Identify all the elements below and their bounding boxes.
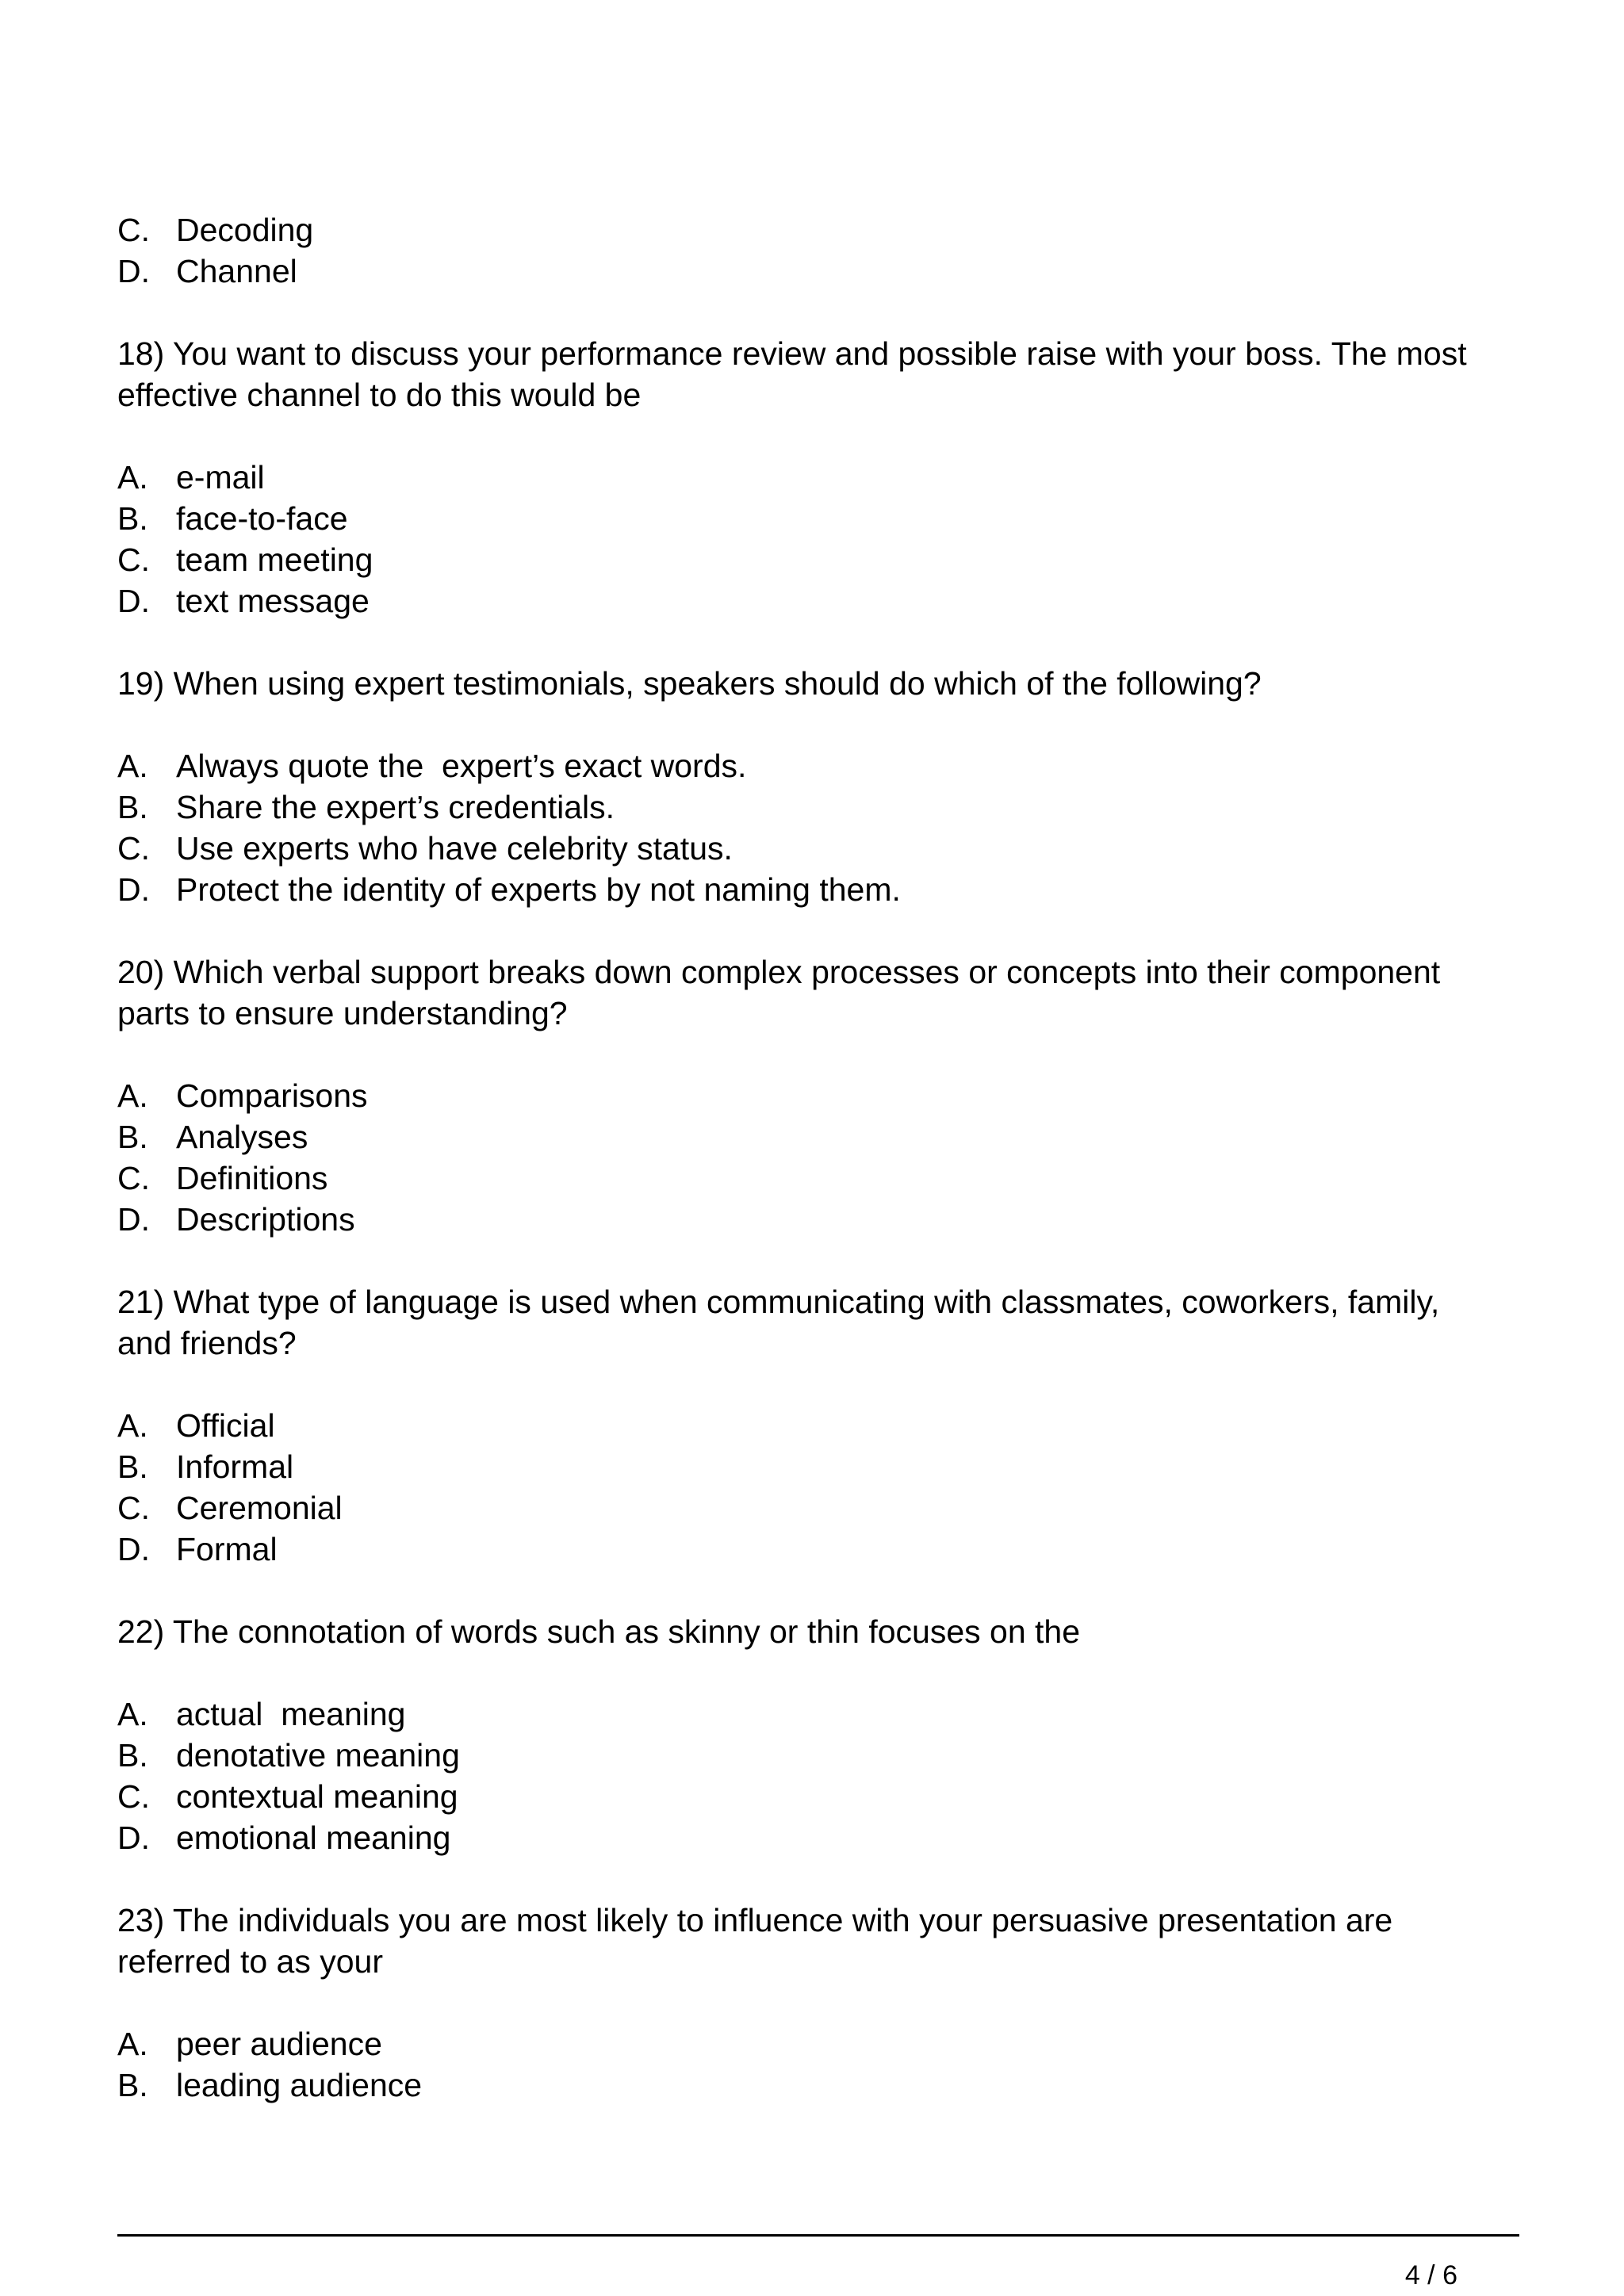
option-text: peer audience	[176, 2026, 382, 2062]
option-b	[117, 1735, 1529, 1776]
option-c	[117, 1776, 1529, 1817]
option-d	[117, 251, 1529, 292]
option-letter: D.	[117, 1531, 150, 1567]
option-text: e-mail	[176, 459, 265, 496]
question-20	[117, 951, 1529, 1240]
option-a	[117, 1405, 1529, 1446]
option-a	[117, 745, 1529, 786]
option-text: Official	[176, 1407, 275, 1444]
question-19	[117, 663, 1529, 910]
question-22	[117, 1611, 1529, 1858]
question-text-line: parts to ensure understanding?	[117, 995, 568, 1031]
option-d	[117, 580, 1529, 622]
option-b	[117, 2064, 1529, 2106]
option-text: Analyses	[176, 1119, 308, 1155]
continued-options	[117, 209, 1529, 292]
option-letter: C.	[117, 830, 150, 867]
option-letter: A.	[117, 2026, 148, 2062]
option-text: Always quote the expert’s exact words.	[176, 748, 747, 784]
option-letter: B.	[117, 2067, 148, 2103]
option-letter: A.	[117, 1407, 148, 1444]
option-a	[117, 457, 1529, 498]
option-text: Descriptions	[176, 1201, 355, 1238]
question-text-line: 23) The individuals you are most likely to influence with your persuasive presentation are	[117, 1902, 1393, 1938]
option-letter: B.	[117, 1737, 148, 1774]
option-c	[117, 539, 1529, 580]
question-21	[117, 1281, 1529, 1570]
option-letter: B.	[117, 1448, 148, 1485]
question-text-line: 19) When using expert testimonials, speakers should do which of the following?	[117, 665, 1262, 702]
option-letter: C.	[117, 541, 150, 578]
option-text: Informal	[176, 1448, 294, 1485]
option-text: Definitions	[176, 1160, 328, 1196]
option-letter: A.	[117, 1077, 148, 1114]
question-text-line: 21) What type of language is used when communicating with classmates, coworkers, family,	[117, 1284, 1440, 1320]
option-d	[117, 1529, 1529, 1570]
option-letter: D.	[117, 1820, 150, 1856]
option-text: denotative meaning	[176, 1737, 460, 1774]
option-text: Channel	[176, 253, 297, 289]
option-letter: C.	[117, 1490, 150, 1526]
option-letter: D.	[117, 1201, 150, 1238]
option-text: contextual meaning	[176, 1778, 458, 1815]
option-a	[117, 1075, 1529, 1116]
question-23	[117, 1900, 1529, 2106]
option-letter: D.	[117, 871, 150, 908]
option-a	[117, 1693, 1529, 1735]
option-text: team meeting	[176, 541, 373, 578]
page-number: 4 / 6	[1404, 2260, 1457, 2290]
option-text: actual meaning	[176, 1696, 406, 1732]
option-letter: B.	[117, 789, 148, 825]
question-text-line: referred to as your	[117, 1943, 383, 1980]
option-letter: C.	[117, 1160, 150, 1196]
option-a	[117, 2023, 1529, 2064]
question-18	[117, 333, 1529, 622]
option-letter: A.	[117, 459, 148, 496]
option-text: face-to-face	[176, 500, 348, 537]
page-content	[117, 209, 1529, 2106]
option-letter: A.	[117, 748, 148, 784]
option-letter: C.	[117, 1778, 150, 1815]
option-text: text message	[176, 583, 370, 619]
option-b	[117, 1116, 1529, 1158]
option-text: leading audience	[176, 2067, 423, 2103]
option-b	[117, 786, 1529, 828]
footer-divider	[117, 2234, 1519, 2237]
option-letter: C.	[117, 212, 150, 248]
option-text: Protect the identity of experts by not naming them.	[176, 871, 901, 908]
option-c	[117, 1487, 1529, 1529]
option-d	[117, 869, 1529, 910]
option-c	[117, 828, 1529, 869]
option-b	[117, 1446, 1529, 1487]
question-text-line: 20) Which verbal support breaks down complex processes or concepts into their component	[117, 954, 1441, 990]
option-text: Ceremonial	[176, 1490, 343, 1526]
option-letter: B.	[117, 1119, 148, 1155]
option-letter: A.	[117, 1696, 148, 1732]
option-text: Comparisons	[176, 1077, 368, 1114]
option-d	[117, 1199, 1529, 1240]
option-letter: D.	[117, 253, 150, 289]
option-text: Formal	[176, 1531, 278, 1567]
question-text-line: and friends?	[117, 1325, 297, 1361]
question-text-line: 22) The connotation of words such as skinny or thin focuses on the	[117, 1613, 1081, 1650]
option-c	[117, 1158, 1529, 1199]
option-d	[117, 1817, 1529, 1858]
option-letter: B.	[117, 500, 148, 537]
option-letter: D.	[117, 583, 150, 619]
option-c	[117, 209, 1529, 251]
question-text-line: 18) You want to discuss your performance review and possible raise with your boss. The most	[117, 335, 1467, 372]
option-text: Share the expert’s credentials.	[176, 789, 615, 825]
question-text-line: effective channel to do this would be	[117, 377, 642, 413]
option-b	[117, 498, 1529, 539]
option-text: Decoding	[176, 212, 314, 248]
option-text: Use experts who have celebrity status.	[176, 830, 733, 867]
option-text: emotional meaning	[176, 1820, 451, 1856]
